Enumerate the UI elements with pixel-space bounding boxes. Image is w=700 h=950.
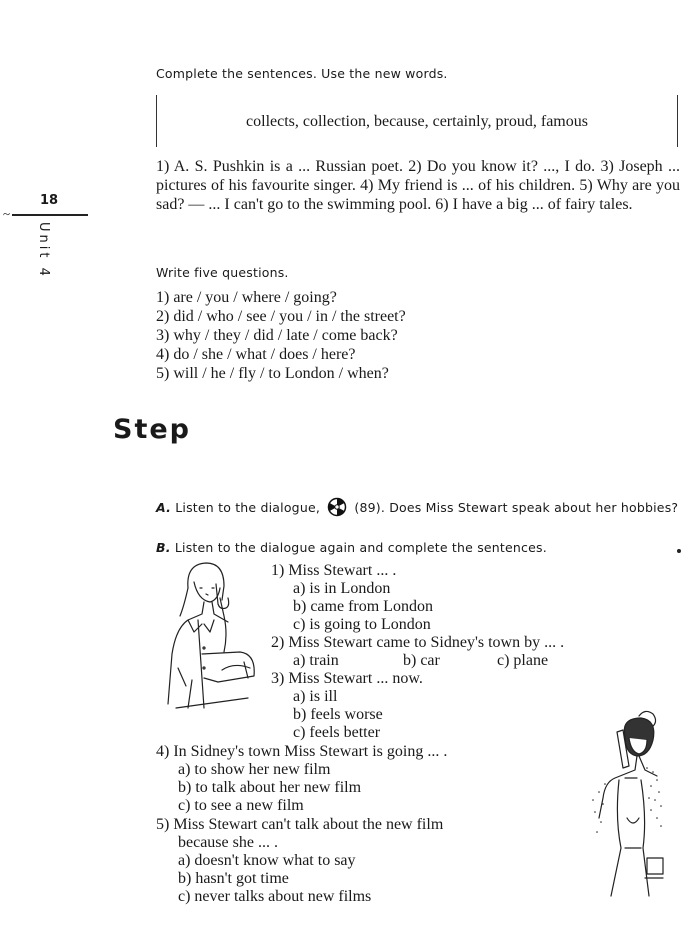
margin-rule	[12, 214, 88, 216]
woman-phone-illustration	[158, 558, 268, 714]
question-3: 3) Miss Stewart ... now.	[271, 670, 423, 687]
page-number: 18	[40, 193, 59, 208]
unit-label: Unit 4	[36, 222, 51, 279]
question-4: 4) In Sidney's town Miss Stewart is going ... .	[156, 743, 448, 760]
question-2-option-b: b) car	[403, 652, 440, 669]
question-4-option-b: b) to talk about her new film	[178, 779, 362, 796]
question-item: 1) are / you / where / going?	[156, 289, 337, 306]
question-item: 3) why / they / did / late / come back?	[156, 327, 398, 344]
cd-audio-icon[interactable]	[327, 497, 347, 521]
question-5-option-c: c) never talks about new films	[178, 888, 372, 905]
question-2: 2) Miss Stewart came to Sidney's town by ... .	[271, 634, 565, 651]
task-b-text: Listen to the dialogue again and complete the sentences.	[174, 540, 547, 555]
question-1-option-b: b) came from London	[293, 598, 433, 615]
margin-dot	[677, 549, 681, 553]
question-1: 1) Miss Stewart ... .	[271, 562, 397, 579]
glamorous-woman-illustration	[585, 708, 665, 900]
step-heading: Step	[113, 414, 191, 445]
question-item: 4) do / she / what / does / here?	[156, 346, 356, 363]
task-a-text-before: Listen to the dialogue,	[175, 500, 321, 515]
task-a-text-after: (89). Does Miss Stewart speak about her hobbies?	[354, 500, 679, 515]
question-3-option-b: b) feels worse	[293, 706, 383, 723]
word-bank-box	[156, 95, 678, 147]
question-5-option-a: a) doesn't know what to say	[178, 852, 356, 869]
margin-tilde: ~	[3, 206, 11, 221]
question-4-option-a: a) to show her new film	[178, 761, 331, 778]
question-3-option-c: c) feels better	[293, 724, 381, 741]
question-3-option-a: a) is ill	[293, 688, 338, 705]
question-4-option-c: c) to see a new film	[178, 797, 304, 814]
task-a-instruction	[156, 497, 680, 521]
question-1-option-a: a) is in London	[293, 580, 391, 597]
question-item: 2) did / who / see / you / in / the street?	[156, 308, 406, 325]
exercise-1-instruction: Complete the sentences. Use the new words.	[156, 66, 448, 81]
question-1-option-c: c) is going to London	[293, 616, 431, 633]
question-5: 5) Miss Stewart can't talk about the new film	[156, 816, 444, 833]
question-2-option-c: c) plane	[497, 652, 549, 669]
word-bank: collects, collection, because, certainly, proud, famous	[246, 113, 588, 130]
question-2-option-a: a) train	[293, 652, 339, 669]
question-5-option-b: b) hasn't got time	[178, 870, 289, 887]
exercise-2-instruction: Write five questions.	[156, 265, 289, 280]
task-b-letter: B.	[156, 540, 171, 555]
exercise-1-text: 1) A. S. Pushkin is a ... Russian poet. 2) Do you know it? ..., I do. 3) Joseph ... pictures of his favourite singer. 4) My friend is ... of his children. 5) Why are you sad? — ... I can't go to the swimming pool. 6) I have a big ... of fairy tales.	[156, 158, 680, 213]
question-5-continuation: because she ... .	[178, 834, 278, 851]
task-a-letter: A.	[156, 500, 172, 515]
task-b-instruction	[156, 540, 547, 555]
question-item: 5) will / he / fly / to London / when?	[156, 365, 389, 382]
